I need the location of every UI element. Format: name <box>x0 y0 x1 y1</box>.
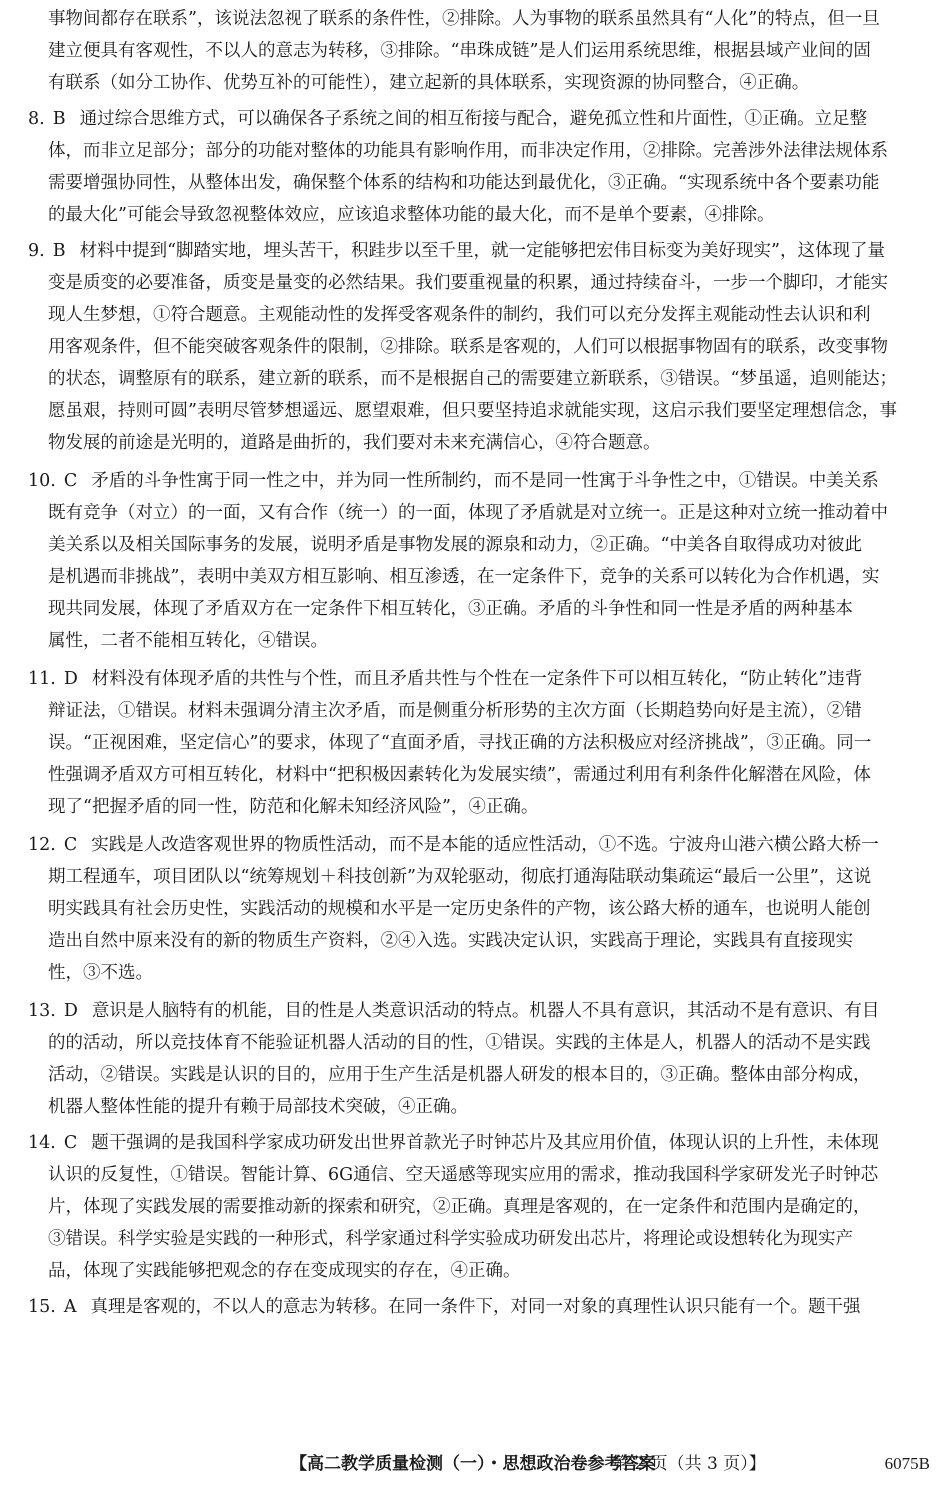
intro-line: 有联系（如分工协作、优势互补的可能性），建立起新的具体联系，实现资源的协同整合，④正确。 <box>48 73 810 93</box>
answer-item-14-line-1 <box>28 1127 928 1159</box>
item-text: 材料没有体现矛盾的共性与个性，而且矛盾共性与个性在一定条件下可以相互转化，“防止转化”违背 <box>91 669 863 689</box>
item-text: 美关系以及相关国际事务的发展，说明矛盾是事物发展的源泉和动力，②正确。“中美各自取得成功对彼此 <box>48 535 862 555</box>
item-number: 9. <box>28 241 45 261</box>
item-text: 意识是人脑特有的机能，目的性是人类意识活动的特点。机器人不具有意识，其活动不是有意识、有目 <box>91 1001 880 1021</box>
item-text: 题干强调的是我国科学家成功研发出世界首款光子时钟芯片及其应用价值，体现认识的上升性，未体现 <box>91 1133 879 1153</box>
item-text: 体，而非立足部分；部分的功能对整体的功能具有影响作用，而非决定作用，②排除。完善涉外法律法规体系 <box>48 141 888 161</box>
item-text: ③错误。科学实验是实践的一种形式，科学家通过科学实验成功研发出芯片，将理论或设想转化为现实产 <box>48 1229 853 1249</box>
answer-item-12-line-1 <box>28 829 928 861</box>
item-text: 属性，二者不能相互转化，④错误。 <box>48 631 328 651</box>
item-text: 认识的反复性，①错误。智能计算、6G通信、空天遥感等现实应用的需求，推动我国科学家研发光子时钟芯 <box>48 1165 879 1185</box>
item-text: 的状态，调整原有的联系，建立新的联系，而不是根据自己的需要建立新联系，③错误。“梦虽遥，追则能达； <box>48 369 897 389</box>
item-text: 性，③不选。 <box>48 963 153 983</box>
answer-item-11-line-1 <box>28 663 928 695</box>
item-text: 需要增强协同性，从整体出发，确保整个体系的结构和功能达到最优化，③正确。“实现系统中各个要素功能 <box>48 173 880 193</box>
item-answer: B <box>52 109 66 129</box>
item-answer: C <box>63 471 78 491</box>
item-text: 的最大化”可能会导致忽视整体效应，应该追求整体功能的最大化，而不是单个要素，④排除。 <box>48 205 775 225</box>
answer-item-9-line-1 <box>28 235 928 267</box>
item-number: 11. <box>28 669 56 689</box>
item-answer: B <box>52 241 66 261</box>
footer-code: 6075B <box>884 1454 930 1473</box>
item-text: 片，体现了实践发展的需要推动新的探索和研究，②正确。真理是客观的，在一定条件和范围内是确定的， <box>48 1197 871 1217</box>
answer-item-10-line-1 <box>28 465 928 497</box>
item-number: 13. <box>28 1001 56 1021</box>
item-text: 实践是人改造客观世界的物质性活动，而不是本能的适应性活动，①不选。宁波舟山港六横公路大桥一 <box>91 835 879 855</box>
item-answer: C <box>63 1133 78 1153</box>
item-text: 真理是客观的，不以人的意志为转移。在同一条件下，对同一对象的真理性认识只能有一个。题干强 <box>90 1297 861 1317</box>
item-text: 物发展的前途是光明的，道路是曲折的，我们要对未来充满信心，④符合题意。 <box>48 433 661 453</box>
item-answer: C <box>63 835 78 855</box>
item-text: 性强调矛盾双方可相互转化，材料中“把积极因素转化为发展实绩”，需通过利用有利条件化解潜在风险，体 <box>48 765 871 785</box>
item-text: 的的活动，所以竞技体育不能验证机器人活动的目的性，①错误。实践的主体是人，机器人的活动不是实践 <box>48 1033 871 1053</box>
item-text: 误。“正视困难，坚定信心”的要求，体现了“直面矛盾，寻找正确的方法积极应对经济挑战”，③正确。同一 <box>48 733 872 753</box>
item-text: 材料中提到“脚踏实地，埋头苦干，积跬步以至千里，就一定能够把宏伟目标变为美好现实”，这体现了量 <box>79 241 885 261</box>
item-text: 机器人整体性能的提升有赖于局部技术突破，④正确。 <box>48 1097 468 1117</box>
footer-title: 【高二教学质量检测（一）・思想政治卷参考答案 <box>290 1454 656 1474</box>
item-text: 活动，②错误。实践是认识的目的，应用于生产生活是机器人研发的根本目的，③正确。整体由部分构成， <box>48 1065 871 1085</box>
item-text: 矛盾的斗争性寓于同一性之中，并为同一性所制约，而不是同一性寓于斗争性之中，①错误。中美关系 <box>91 471 879 491</box>
item-text: 用客观条件，但不能突破客观条件的限制，②排除。联系是客观的，人们可以根据事物固有的联系，改变事物 <box>48 337 888 357</box>
item-text: 现共同发展，体现了矛盾双方在一定条件下相互转化，③正确。矛盾的斗争性和同一性是矛盾的两种基本 <box>48 599 853 619</box>
item-text: 品，体现了实践能够把观念的存在变成现实的存在，④正确。 <box>48 1261 521 1281</box>
item-text: 期工程通车，项目团队以“统筹规划＋科技创新”为双轮驱动，彻底打通海陆联动集疏运“最后一公里”，这说 <box>48 867 872 887</box>
item-text: 造出自然中原来没有的新的物质生产资料，②④入选。实践决定认识，实践高于理论，实践具有直接现实 <box>48 931 853 951</box>
page-footer <box>0 1448 950 1480</box>
item-answer: D <box>63 669 78 689</box>
item-text: 愿虽艰，持则可圆”表明尽管梦想遥远、愿望艰难，但只要坚持追求就能实现，这启示我们要坚定理想信念，事 <box>48 401 897 421</box>
item-answer: D <box>63 1001 78 1021</box>
item-number: 15. <box>28 1297 56 1317</box>
answer-item-15-line-1 <box>28 1291 928 1323</box>
item-number: 14. <box>28 1133 56 1153</box>
item-answer: A <box>63 1297 77 1317</box>
intro-line: 建立便具有客观性，不以人的意志为转移，③排除。“串珠成链”是人们运用系统思维，根据县域产业间的固 <box>48 41 871 61</box>
item-text: 辩证法，①错误。材料未强调分清主次矛盾，而是侧重分析形势的主次方面（长期趋势向好是主流），②错 <box>48 701 862 721</box>
intro-line: 事物间都存在联系”，该说法忽视了联系的条件性，②排除。人为事物的联系虽然具有“人化”的特点，但一旦 <box>48 9 880 29</box>
footer-page-info: 第 2 页（共 3 页）】 <box>612 1454 766 1474</box>
item-number: 12. <box>28 835 56 855</box>
item-text: 现了“把握矛盾的同一性，防范和化解未知经济风险”，④正确。 <box>48 797 539 817</box>
item-number: 8. <box>28 109 45 129</box>
item-text: 既有竞争（对立）的一面，又有合作（统一）的一面，体现了矛盾就是对立统一。正是这种对立统一推动着中 <box>48 503 888 523</box>
answer-item-13-line-1 <box>28 995 928 1027</box>
item-text: 现人生梦想，①符合题意。主观能动性的发挥受客观条件的制约，我们可以充分发挥主观能动性去认识和利 <box>48 305 871 325</box>
item-number: 10. <box>28 471 56 491</box>
item-text: 是机遇而非挑战”，表明中美双方相互影响、相互渗透，在一定条件下，竞争的关系可以转化为合作机遇，实 <box>48 567 880 587</box>
answer-item-8-line-1 <box>28 103 928 135</box>
item-text: 变是质变的必要准备，质变是量变的必然结果。我们要重视量的积累，通过持续奋斗，一步一个脚印，才能实 <box>48 273 888 293</box>
item-text: 明实践具有社会历史性，实践活动的规模和水平是一定历史条件的产物，该公路大桥的通车，也说明人能创 <box>48 899 871 919</box>
item-text: 通过综合思维方式，可以确保各子系统之间的相互衔接与配合，避免孤立性和片面性，①正确。立足整 <box>79 109 868 129</box>
